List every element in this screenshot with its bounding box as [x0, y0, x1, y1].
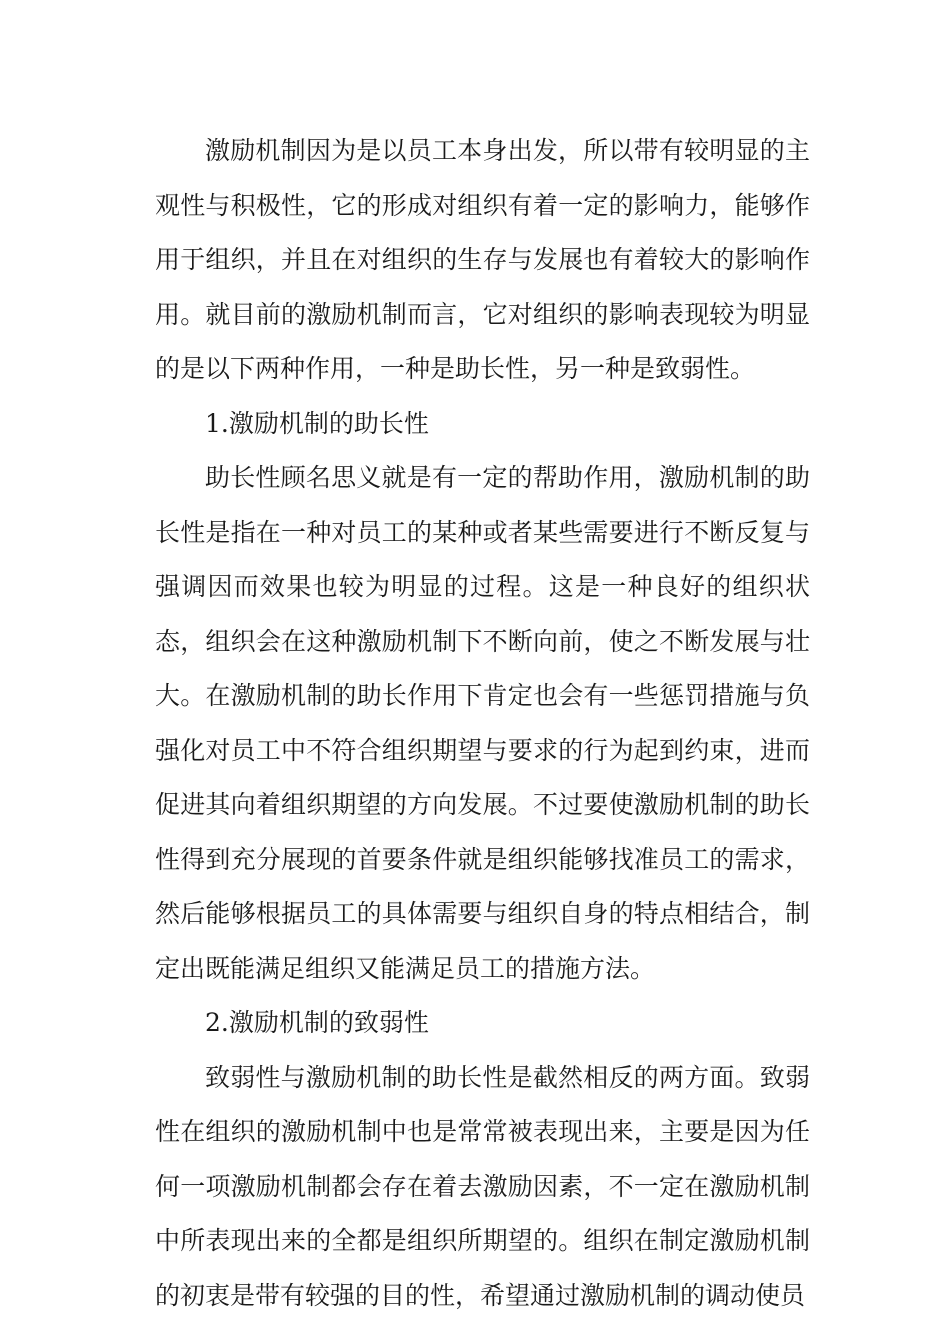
body-paragraph: 致弱性与激励机制的助长性是截然相反的两方面。致弱性在组织的激励机制中也是常常被表现出来，主要是因为任何一项激励机制都会存在着去激励因素，不一定在激励机制中所表现出来的全都是组织所期望的。组织在制定激励机制的初衷是带有较强的目的性，希望通过激励机制的调动使员 — [155, 1062, 810, 1310]
body-paragraph: 助长性顾名思义就是有一定的帮助作用，激励机制的助长性是指在一种对员工的某种或者某些需要进行不断反复与强调因而效果也较为明显的过程。这是一种良好的组织状态，组织会在这种激励机制下不断向前，使之不断发展与壮大。在激励机制的助长作用下肯定也会有一些惩罚措施与负强化对员工中不符合组织期望与要求的行为起到约束，进而促进其向着组织期望的方向发展。不过要使激励机制的助长性得到充分展现的首要条件就是组织能够找准员工的需求，然后能够根据员工的具体需要与组织自身的特点相结合，制定出既能满足组织又能满足员工的措施方法。 — [155, 463, 810, 983]
section-heading-growth: 1.激励机制的助长性 — [205, 408, 429, 438]
body-paragraph: 激励机制因为是以员工本身出发，所以带有较明显的主观性与积极性，它的形成对组织有着一定的影响力，能够作用于组织，并且在对组织的生存与发展也有着较大的影响作用。就目前的激励机制而言，它对组织的影响表现较为明显的是以下两种作用，一种是助长性，另一种是致弱性。 — [155, 136, 810, 383]
section-heading-weakening: 2.激励机制的致弱性 — [205, 1008, 429, 1037]
